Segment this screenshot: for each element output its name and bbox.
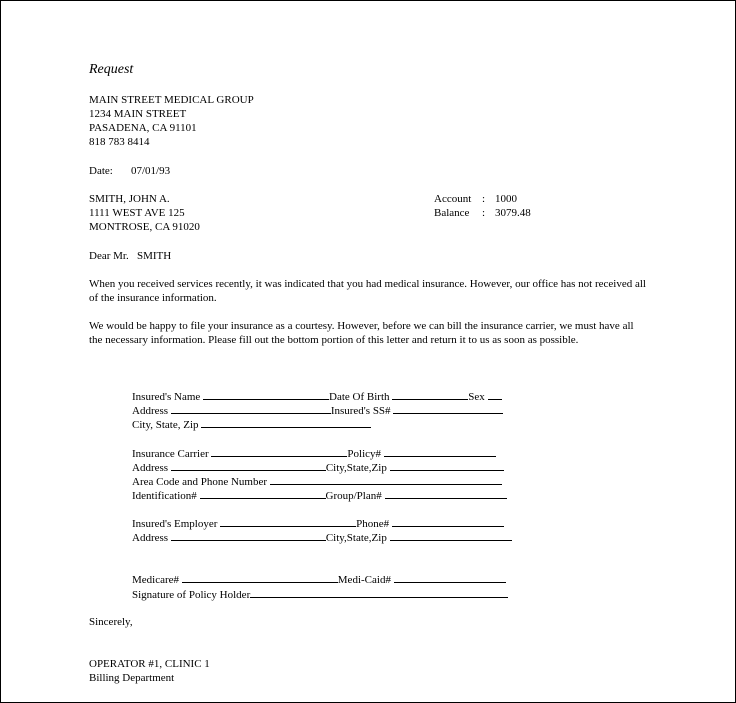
phone-label: Phone# <box>356 518 390 530</box>
medicaid-label: Medi-Caid# <box>337 574 391 586</box>
insured-ss-blank[interactable] <box>393 403 503 414</box>
recipient-street: 1111 WEST AVE 125 <box>89 207 185 219</box>
carrier-address-blank[interactable] <box>171 460 326 471</box>
area-code-phone-label: Area Code and Phone Number <box>132 476 268 488</box>
form-row-insurance-carrier <box>132 446 496 461</box>
employer-city-state-zip-label: City,State,Zip <box>325 532 387 544</box>
city-state-zip-blank[interactable] <box>201 417 371 428</box>
sender-phone: 818 783 8414 <box>89 136 150 148</box>
group-plan-label: Group/Plan# <box>325 490 382 502</box>
form-row-medicare <box>132 572 506 587</box>
form-row-signature <box>132 587 508 602</box>
phone-blank[interactable] <box>392 516 504 527</box>
recipient-name: SMITH, JOHN A. <box>89 193 170 205</box>
sex-blank[interactable] <box>488 389 502 400</box>
insured-employer-label: Insured's Employer <box>132 518 218 530</box>
address-blank[interactable] <box>171 403 331 414</box>
carrier-city-state-zip-blank[interactable] <box>390 460 504 471</box>
form-row-employer-address <box>132 530 512 545</box>
account-label: Account <box>434 193 472 205</box>
paragraph-insurance-notice: When you received services recently, it was indicated that you had medical insurance. However, our office has not received all of the insurance information. <box>89 278 646 304</box>
employer-address-label: Address <box>132 532 169 544</box>
form-row-identification <box>132 488 507 503</box>
city-state-zip-label: City, State, Zip <box>132 419 199 431</box>
balance-separator: : <box>482 207 486 219</box>
identification-blank[interactable] <box>200 488 326 499</box>
policy-blank[interactable] <box>384 446 496 457</box>
paragraph-courtesy-request: We would be happy to file your insurance as a courtesy. However, before we can bill the insurance carrier, we must have all the necessary information. Please fill out the bottom portion of this letter and return it to us as soon as possible. <box>89 320 634 346</box>
signoff-operator: OPERATOR #1, CLINIC 1 <box>89 658 210 670</box>
insurance-carrier-blank[interactable] <box>211 446 347 457</box>
balance-value: 3079.48 <box>495 207 531 219</box>
policy-label: Policy# <box>347 448 382 460</box>
form-row-carrier-address <box>132 460 504 475</box>
insured-name-blank[interactable] <box>203 389 329 400</box>
date-of-birth-blank[interactable] <box>392 389 468 400</box>
date-label: Date: <box>89 165 113 177</box>
employer-city-state-zip-blank[interactable] <box>390 530 512 541</box>
recipient-city: MONTROSE, CA 91020 <box>89 221 200 233</box>
date-value: 07/01/93 <box>131 165 171 177</box>
insurance-carrier-label: Insurance Carrier <box>132 448 209 460</box>
balance-label: Balance <box>434 207 470 219</box>
sex-label: Sex <box>468 391 485 403</box>
area-code-phone-blank[interactable] <box>270 474 502 485</box>
sender-name: MAIN STREET MEDICAL GROUP <box>89 94 254 106</box>
insured-employer-blank[interactable] <box>220 516 356 527</box>
form-row-city-state-zip <box>132 417 371 432</box>
signature-label: Signature of Policy Holder <box>132 589 251 601</box>
address-label: Address <box>132 405 169 417</box>
medicare-label: Medicare# <box>132 574 180 586</box>
account-separator: : <box>482 193 486 205</box>
carrier-address-label: Address <box>132 462 169 474</box>
insured-name-label: Insured's Name <box>132 391 201 403</box>
sender-city: PASADENA, CA 91101 <box>89 122 197 134</box>
insured-ss-label: Insured's SS# <box>330 405 391 417</box>
employer-address-blank[interactable] <box>171 530 326 541</box>
account-value: 1000 <box>495 193 517 205</box>
form-row-insured-name <box>132 389 502 404</box>
form-row-address <box>132 403 503 418</box>
medicaid-blank[interactable] <box>394 572 506 583</box>
salutation: Dear Mr. SMITH <box>89 250 172 262</box>
letter-title: Request <box>89 62 134 77</box>
signoff-department: Billing Department <box>89 672 175 684</box>
form-row-insured-employer <box>132 516 504 531</box>
closing: Sincerely, <box>89 616 133 628</box>
form-row-area-code-phone <box>132 474 502 489</box>
carrier-city-state-zip-label: City,State,Zip <box>325 462 387 474</box>
identification-label: Identification# <box>132 490 197 502</box>
medicare-blank[interactable] <box>182 572 338 583</box>
signature-blank[interactable] <box>250 587 508 598</box>
date-of-birth-label: Date Of Birth <box>329 391 390 403</box>
sender-street: 1234 MAIN STREET <box>89 108 187 120</box>
group-plan-blank[interactable] <box>385 488 507 499</box>
